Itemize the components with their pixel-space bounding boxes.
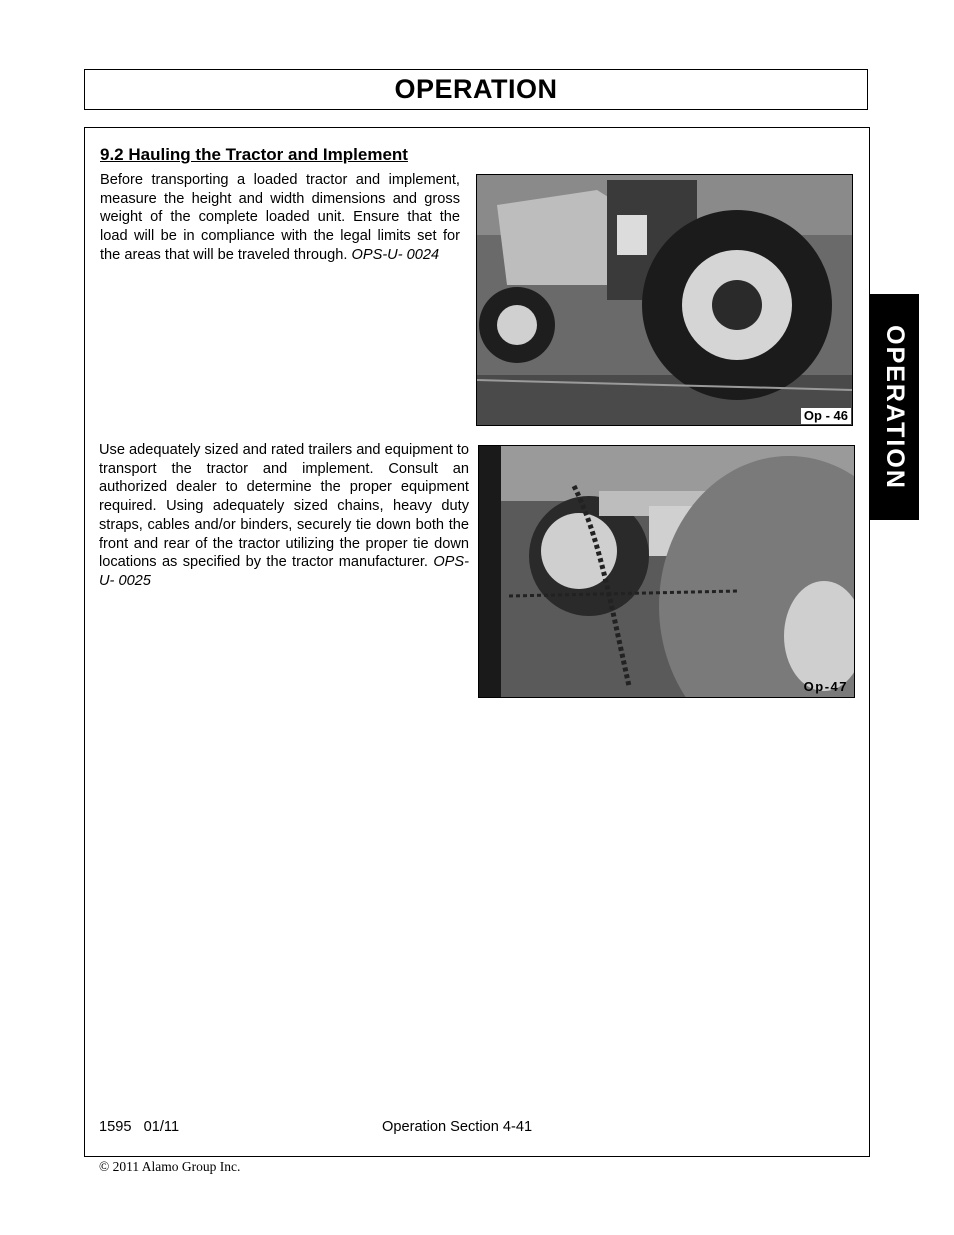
tractor-on-trailer-photo <box>476 174 853 426</box>
tractor-photo-graphic <box>477 175 853 426</box>
copyright-notice: © 2011 Alamo Group Inc. <box>99 1159 241 1174</box>
paragraph-hauling-dimensions <box>100 171 460 265</box>
paragraph-text: Before transporting a loaded tractor and implement, measure the height and width dimensions and gross weight of the complete loaded unit. Ensure that the load will be in compliance with the legal limits set for the areas that will be traveled through. <box>100 172 460 263</box>
paragraph-ref: OPS-U- 0024 <box>351 246 440 263</box>
paragraph-tie-down <box>99 441 469 591</box>
paragraph-text: Use adequately sized and rated trailers and equipment to transport the tractor and implement. Consult an authorized dealer to determine the proper equipment required. Using adequately sized chains, heavy duty straps, cables and/or binders, securely tie down both the front and rear of the tractor utilizing the proper tie down locations as specified by the tractor manufacturer. <box>99 442 469 571</box>
figure-label: Op - 46 <box>801 408 851 424</box>
paragraph-ref: OPS-U- 0025 <box>99 554 469 589</box>
chain-photo-graphic <box>479 446 855 698</box>
side-tab <box>869 294 919 520</box>
side-tab-label: OPERATION <box>880 324 909 490</box>
tie-down-chain-photo <box>478 445 855 698</box>
section-heading: 9.2 Hauling the Tractor and Implement <box>100 145 408 164</box>
header-box <box>84 69 868 110</box>
footer-model-date: 1595 01/11 <box>99 1119 180 1135</box>
page-title: OPERATION <box>394 74 558 104</box>
figure-label: Op-47 <box>803 679 848 694</box>
footer-page-number: Operation Section 4-41 <box>382 1119 533 1135</box>
